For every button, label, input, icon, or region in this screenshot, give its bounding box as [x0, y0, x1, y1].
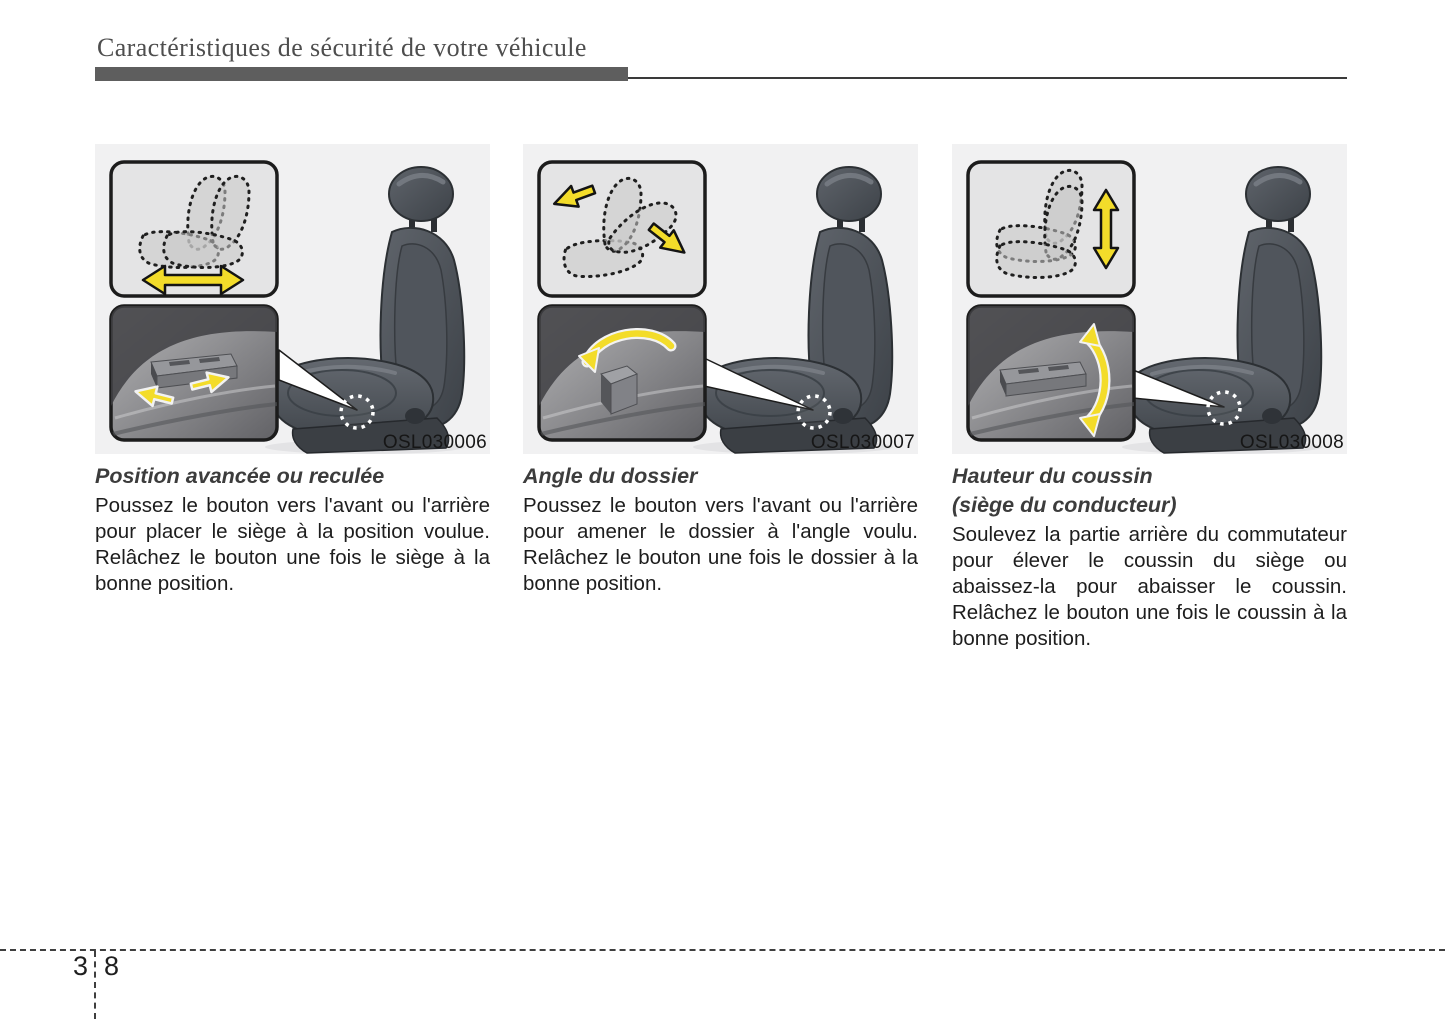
section-heading: Angle du dossier — [523, 464, 698, 488]
figure-code: OSL030007 — [810, 432, 915, 453]
figure-cushion-height — [952, 144, 1347, 454]
lever-location-circle — [798, 396, 830, 428]
switch-location-circle — [1208, 392, 1240, 424]
figure-code: OSL030006 — [382, 432, 487, 453]
figure-seat-forward-back — [95, 144, 490, 454]
section-seatback-angle — [523, 144, 918, 597]
page-title: Caractéristiques de sécurité de votre véhicule — [97, 33, 587, 62]
section-heading: Hauteur du coussin — [952, 464, 1153, 488]
figure-code: OSL030008 — [1239, 432, 1344, 453]
section-body: Soulevez la partie arrière du commutateur pour élever le coussin du siège ou abaissez-la pour abaisser le coussin. Relâchez le bouton une fois le coussin à la bonne position. — [952, 523, 1347, 650]
page-number: 8 — [104, 951, 120, 981]
section-seat-forward-back — [95, 144, 490, 597]
header-title-bar — [95, 67, 628, 81]
footer-dashed-divider — [94, 951, 96, 1019]
switch-location-circle — [341, 396, 373, 428]
chapter-number: 3 — [72, 951, 88, 981]
seat-slide-illustration — [95, 144, 490, 454]
section-heading: Position avancée ou reculée — [95, 464, 385, 488]
figure-seatback-angle — [523, 144, 918, 454]
seat-height-illustration — [952, 144, 1347, 454]
section-body: Poussez le bouton vers l'avant ou l'arrière pour amener le dossier à l'angle voulu. Relâchez le bouton une fois le dossier à la bonne position. — [523, 494, 918, 595]
seat-recline-illustration — [523, 144, 918, 454]
footer-dashed-rule — [0, 949, 1445, 951]
section-subheading: (siège du conducteur) — [952, 493, 1177, 517]
section-body: Poussez le bouton vers l'avant ou l'arrière pour placer le siège à la position voulue. Relâchez le bouton une fois le siège à la bonne position. — [95, 494, 490, 595]
section-cushion-height — [952, 144, 1347, 652]
